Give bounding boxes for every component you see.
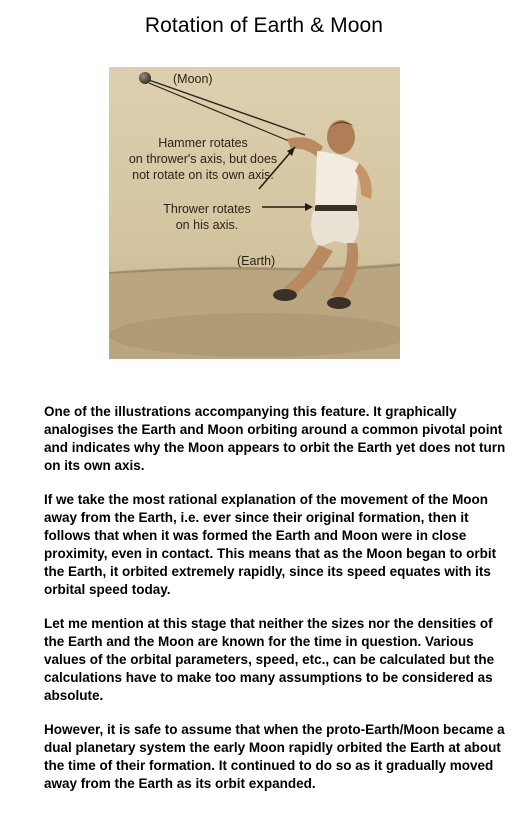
thrower-caption-line-2: on his axis. [175,218,239,232]
throwing-circle [109,313,400,357]
earth-label: (Earth) [237,254,276,268]
paragraph-4: However, it is safe to assume that when the proto-Earth/Moon became a dual planetary system the early Moon rapidly orbited the Earth at about the time of their formation. It continued to do so as it gradually moved away from the Earth as its orbit expanded. [44,722,505,791]
paragraph-1: One of the illustrations accompanying this feature. It graphically analogises the Earth and Moon orbiting around a common pivotal point and indicates why the Moon appears to orbit the Earth yet does not turn on its own axis. [44,404,506,473]
hammer-caption-line-1: Hammer rotates [158,136,248,150]
hammer-thrower-illustration [109,67,400,359]
moon-label: (Moon) [173,72,213,86]
paragraph-2: If we take the most rational explanation of the movement of the Moon away from the Earth, i.e. ever since their original formation, then it follows that when it was formed the Earth and Moon were in close proximity, even in contact. This means that as the Moon began to orbit the Earth, it orbited extremely rapidly, since its speed equates with its orbital speed today. [44,492,497,597]
thrower-caption-line-1: Thrower rotates [163,202,251,216]
paragraph-3: Let me mention at this stage that neither the sizes nor the densities of the Earth and the Moon are known for the time in question. Various values of the orbital parameters, speed, etc., can be calculated but the calculations have to make too many assumptions to be considered as absolute. [44,616,495,703]
article-body [44,403,514,809]
page-title: Rotation of Earth & Moon [144,14,384,37]
hammer-caption-line-3: not rotate on its own axis. [132,168,274,182]
hammer-caption-line-2: on thrower's axis, but does [128,152,278,166]
illustration-svg [109,67,400,359]
hammer-ball [139,72,151,84]
